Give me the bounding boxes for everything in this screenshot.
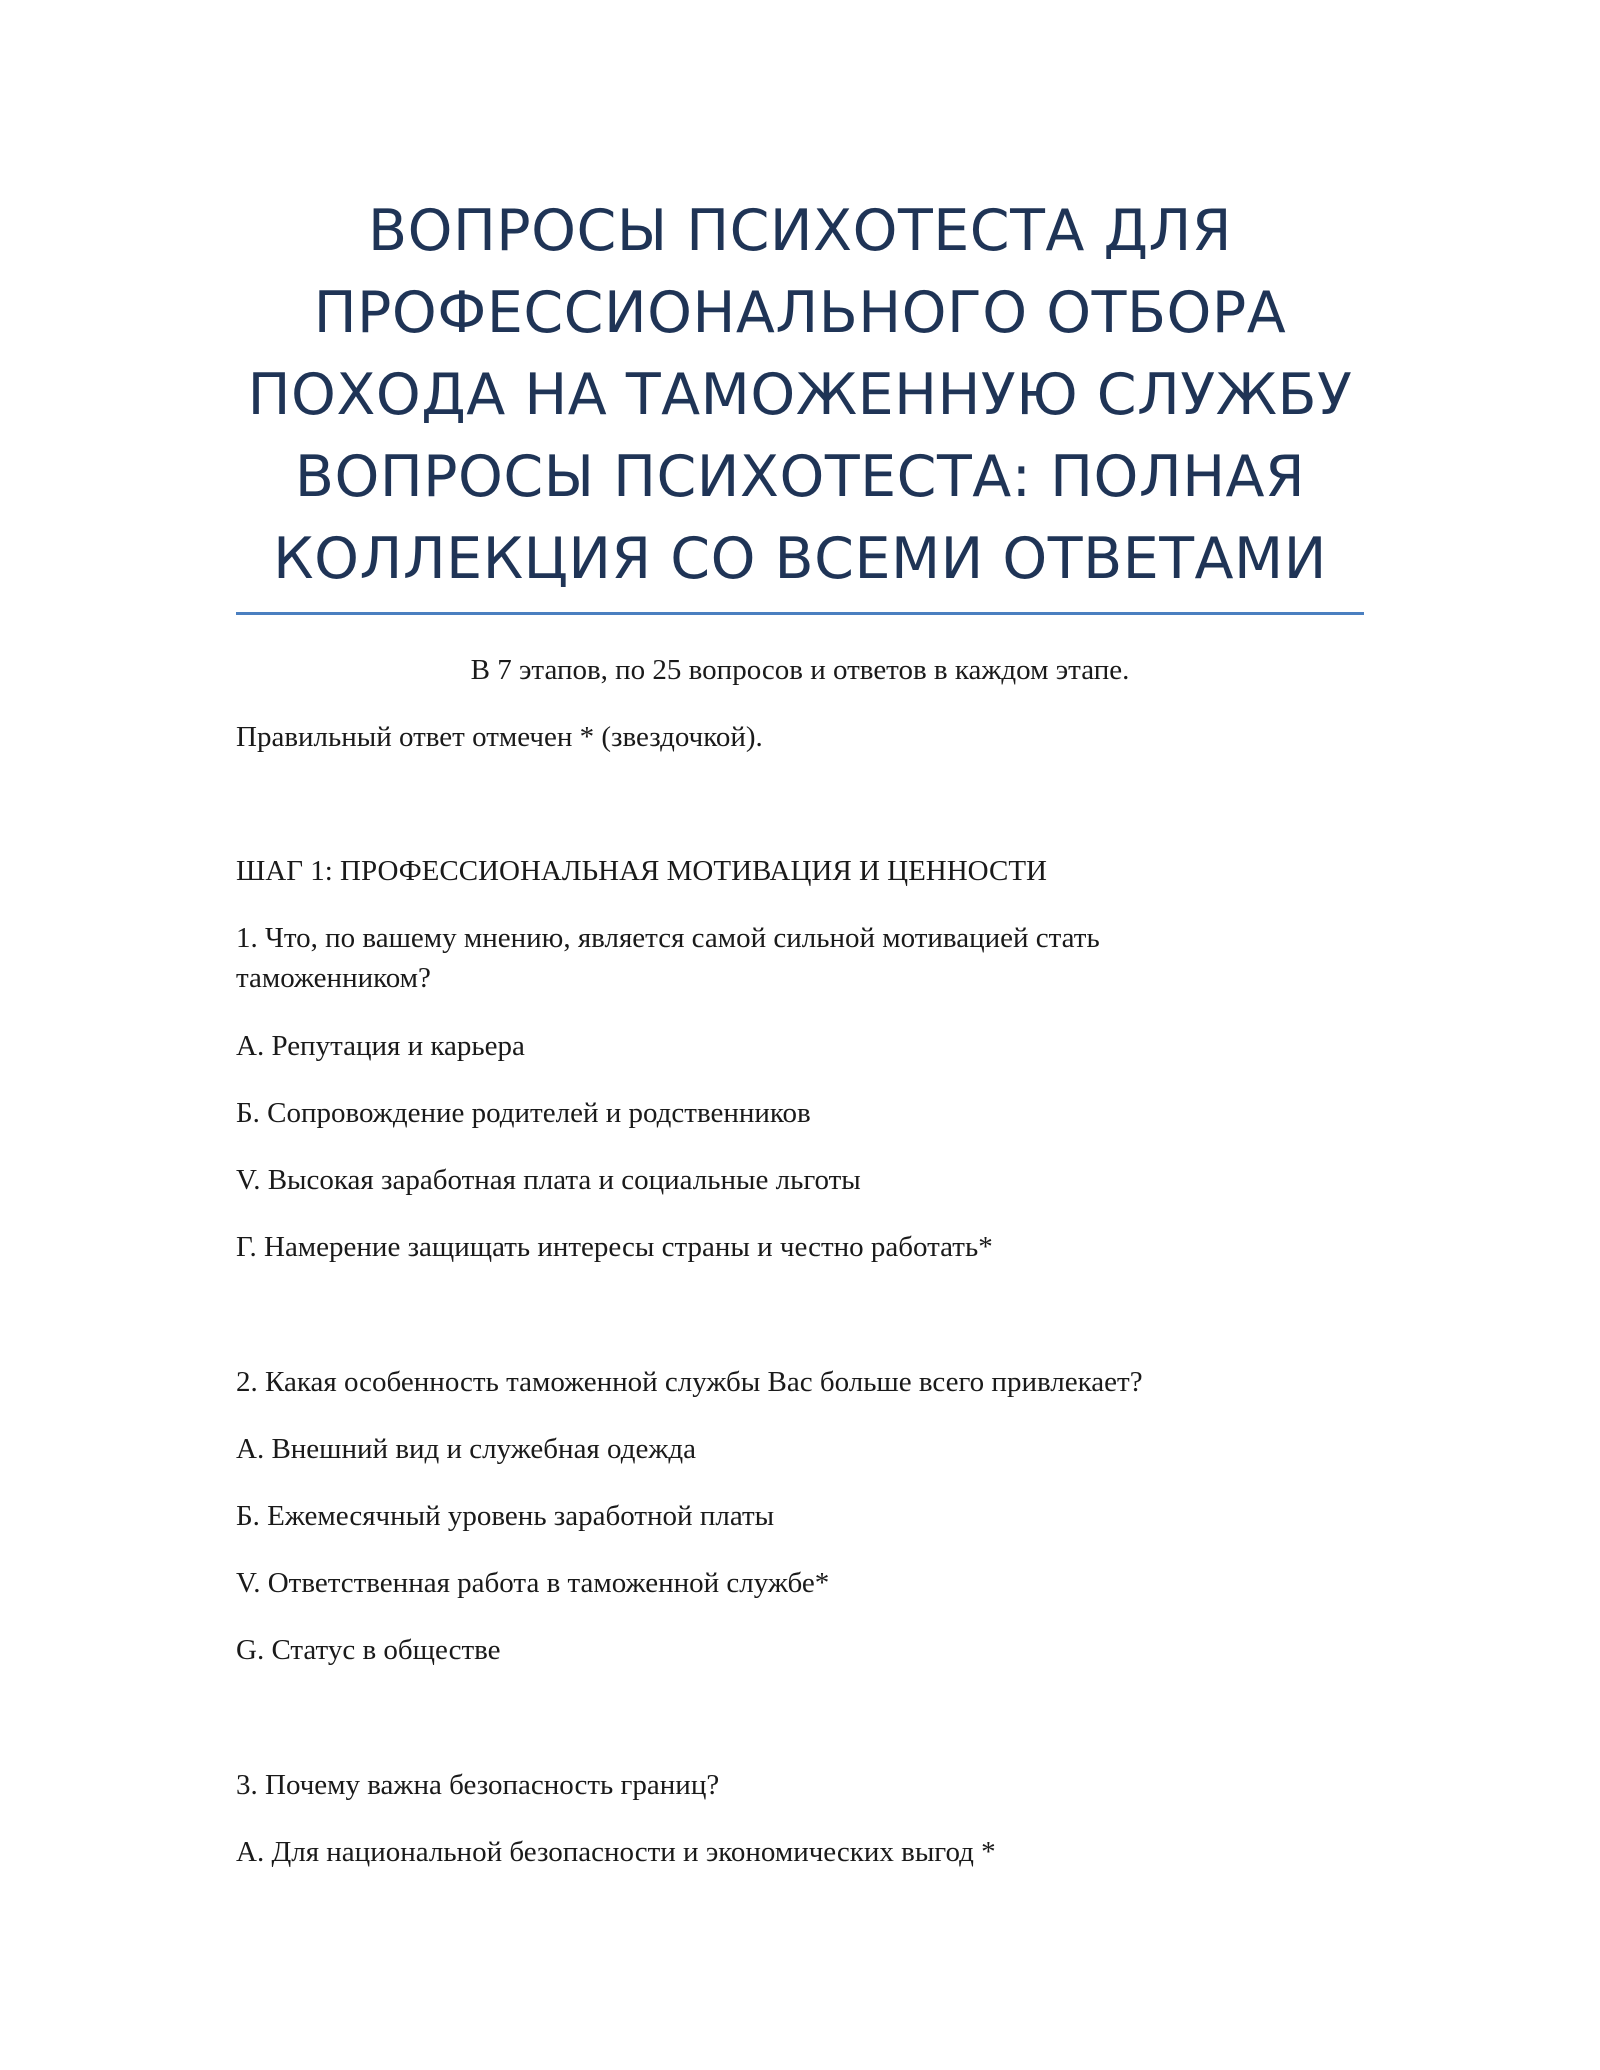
question-1-text: 1. Что, по вашему мнению, является самой сильной мотивацией стать	[236, 922, 1100, 954]
question-3-option: А. Для национальной безопасности и экономических выгод *	[236, 1836, 996, 1868]
intro-note-text: Правильный ответ отмечен * (звездочкой).	[236, 721, 763, 753]
title-underline-divider	[236, 612, 1364, 615]
question-2-option: А. Внешний вид и служебная одежда	[236, 1433, 696, 1465]
question-1-option: А. Репутация и карьера	[236, 1030, 525, 1062]
question-2-option: Б. Ежемесячный уровень заработной платы	[236, 1500, 775, 1532]
title-line: ВОПРОСЫ ПСИХОТЕСТА ДЛЯ	[367, 198, 1233, 264]
step-heading: ШАГ 1: ПРОФЕССИОНАЛЬНАЯ МОТИВАЦИЯ И ЦЕННОСТИ	[236, 855, 1047, 887]
question-1-option: Б. Сопровождение родителей и родственников	[236, 1097, 811, 1129]
title-line: ПРОФЕССИОНАЛЬНОГО ОТБОРА	[313, 280, 1287, 346]
title-line: ПОХОДА НА ТАМОЖЕННУЮ СЛУЖБУ	[247, 362, 1353, 428]
title-line: КОЛЛЕКЦИЯ СО ВСЕМИ ОТВЕТАМИ	[273, 526, 1327, 592]
question-2-text: 2. Какая особенность таможенной службы Вас больше всего привлекает?	[236, 1366, 1143, 1398]
document-title	[236, 190, 1364, 600]
question-1-text-continued: таможенником?	[236, 962, 431, 994]
question-2-option: G. Статус в обществе	[236, 1634, 501, 1666]
question-1-option: Г. Намерение защищать интересы страны и честно работать*	[236, 1231, 993, 1263]
question-3-text: 3. Почему важна безопасность границ?	[236, 1769, 720, 1801]
intro-stages-text: В 7 этапов, по 25 вопросов и ответов в каждом этапе.	[470, 654, 1130, 686]
question-2-option: V. Ответственная работа в таможенной службе*	[236, 1567, 830, 1599]
title-line: ВОПРОСЫ ПСИХОТЕСТА: ПОЛНАЯ	[294, 444, 1306, 510]
question-1-option: V. Высокая заработная плата и социальные льготы	[236, 1164, 861, 1196]
